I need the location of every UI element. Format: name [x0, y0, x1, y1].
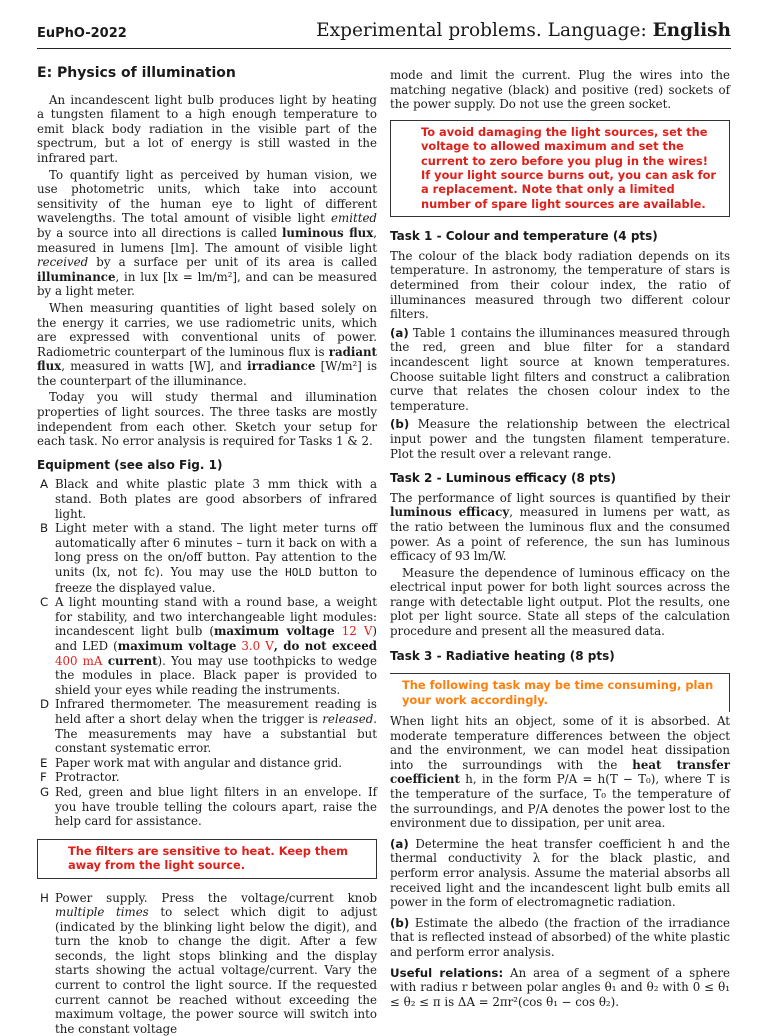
equipment-item-g: G Red, green and blue light filters in an envelope. If you have trouble telling the colours apart, raise the help card for assistance.: [37, 785, 377, 829]
equipment-item-c: C A light mounting stand with a round base, a weight for stability, and two interchangeable light modules: incandescent light bulb (maximum voltage 12 V) and LED (maximum voltage 3.0 V, do not exceed 400 mA current). You may use toothpicks to wedge the modules in place. Black paper is provided to shield your eyes while reading the instruments.: [37, 595, 377, 697]
task3-time-warning: The following task may be time consuming, plan your work accordingly.: [390, 673, 730, 712]
photometric-paragraph: To quantify light as perceived by human vision, we use photometric units, which take into account sensitivity of the human eye to light of different wavelengths. The total amount of visible light emitted by a source into all directions is called luminous flux, measured in lumens [lm]. The amount of visible light received by a surface per unit of its area is called illuminance, in lux [lx = lm/m²], and can be measured by a light meter.: [37, 168, 377, 299]
warning-replacement: If your light source burns out, you can ask for a replacement. Note that only a limited number of spare light sources are available.: [421, 168, 719, 211]
header-prefix: Experimental problems. Language:: [316, 20, 652, 41]
equipment-item-e: E Paper work mat with angular and distance grid.: [37, 756, 377, 771]
equipment-item-a: A Black and white plastic plate 3 mm thick with a stand. Both plates are good absorbers of infrared light.: [37, 477, 377, 521]
task3b: (b) Estimate the albedo (the fraction of the irradiance that is reflected instead of absorbed) of the white plastic and perform error analysis.: [390, 916, 730, 960]
task1b: (b) Measure the relationship between the electrical input power and the tungsten filament temperature. Plot the result over a relevant range.: [390, 417, 730, 461]
task2-intro: The performance of light sources is quantified by their luminous efficacy, measured in lumens per watt, as the ratio between the luminous flux and the consumed power. As a point of reference, the sun has luminous efficacy of 93 lm/W.: [390, 491, 730, 564]
filters-heat-warning: The filters are sensitive to heat. Keep them away from the light source.: [37, 839, 377, 879]
radiometric-paragraph: When measuring quantities of light based solely on the energy it carries, we use radiometric units, which are expressed with conventional units of power. Radiometric counterpart of the luminous flux is radiant flux, measured in watts [W], and irradiance [W/m²] is the counterpart of the illuminance.: [37, 301, 377, 389]
equipment-heading: Equipment (see also Fig. 1): [37, 458, 377, 473]
equipment-item-d: D Infrared thermometer. The measurement reading is held after a short delay when the trigger is released. The measurements may have a substantial but constant systematic error.: [37, 697, 377, 755]
task2-heading: Task 2 - Luminous efficacy (8 pts): [390, 471, 730, 486]
task3a: (a) Determine the heat transfer coefficient h and the thermal conductivity λ for the black plastic, and perform error analysis. Assume the material absorbs all received light and the incandescent light bulb emits all power in the form of electromagnetic radiation.: [390, 837, 730, 910]
equipment-item-f: F Protractor.: [37, 770, 377, 785]
intro-paragraph: An incandescent light bulb produces light by heating a tungsten filament to a high enough temperature to emit black body radiation in the visible part of the spectrum, but a lot of energy is still wasted in the infrared part.: [37, 93, 377, 166]
task3-intro: When light hits an object, some of it is absorbed. At moderate temperature differences between the object and the environment, we can model heat dissipation into the surroundings with the heat transfer coefficient h, in the form P/A = h(T − T₀), where T is the temperature of the surface, T₀ the temperature of the surroundings, and P/A denotes the power lost to the environment due to dissipation, per unit area.: [390, 714, 730, 831]
task1-heading: Task 1 - Colour and temperature (4 pts): [390, 229, 730, 244]
task3-heading: Task 3 - Radiative heating (8 pts): [390, 649, 730, 664]
page-header: [37, 20, 731, 49]
warning-set-voltage: To avoid damaging the light sources, set the voltage to allowed maximum and set the current to zero before you plug in the wires!: [421, 125, 719, 168]
header-language: English: [653, 20, 731, 41]
tasks-overview-paragraph: Today you will study thermal and illumination properties of light sources. The three tasks are mostly independent from each other. Sketch your setup for each task. No error analysis is required for Tasks 1 & 2.: [37, 390, 377, 448]
header-competition: EuPhO-2022: [37, 26, 127, 41]
task1a: (a) Table 1 contains the illuminances measured through the red, green and blue filter for a standard incandescent light source at known temperatures. Choose suitable light filters and construct a calibration curve that relates the chosen colour index to the temperature.: [390, 326, 730, 414]
section-title: E: Physics of illumination: [37, 66, 377, 81]
light-source-warning: [390, 120, 730, 217]
right-column: [390, 68, 730, 1011]
useful-relations: Useful relations: An area of a segment of a sphere with radius r between polar angles θ₁ and θ₂ with 0 ≤ θ₁ ≤ θ₂ ≤ π is ΔA = 2πr²(cos θ₁ − cos θ₂).: [390, 966, 730, 1010]
equipment-item-h: H Power supply. Press the voltage/current knob multiple times to select which digit to adjust (indicated by the blinking light below the digit), and turn the knob to change the digit. After a few seconds, the light stops blinking and the display starts showing the actual voltage/current. Vary the current to control the light source. If the requested current cannot be reached without exceeding the maximum voltage, the power source will switch into the constant voltage: [37, 891, 377, 1036]
equipment-list-cont: [37, 891, 377, 1036]
equipment-list: [37, 477, 377, 828]
task1-intro: The colour of the black body radiation depends on its temperature. In astronomy, the temperature of stars is determined from their colour index, the ratio of illuminances measured through two different colour filters.: [390, 249, 730, 322]
left-column: [37, 64, 377, 1036]
header-problem-language: [316, 20, 731, 41]
equipment-item-b: B Light meter with a stand. The light meter turns off automatically after 6 minutes – turn it back on with a long press on the on/off button. Pay attention to the units (lx, not fc). You may use the HOLD button to freeze the displayed value.: [37, 521, 377, 595]
power-supply-continued: mode and limit the current. Plug the wires into the matching negative (black) and positive (red) sockets of the power supply. Do not use the green socket.: [390, 68, 730, 112]
task2-instructions: Measure the dependence of luminous efficacy on the electrical input power for both light sources across the range with detectable light output. Plot the results, one plot per light source. State all steps of the calculation procedure and present all the measured data.: [390, 566, 730, 639]
